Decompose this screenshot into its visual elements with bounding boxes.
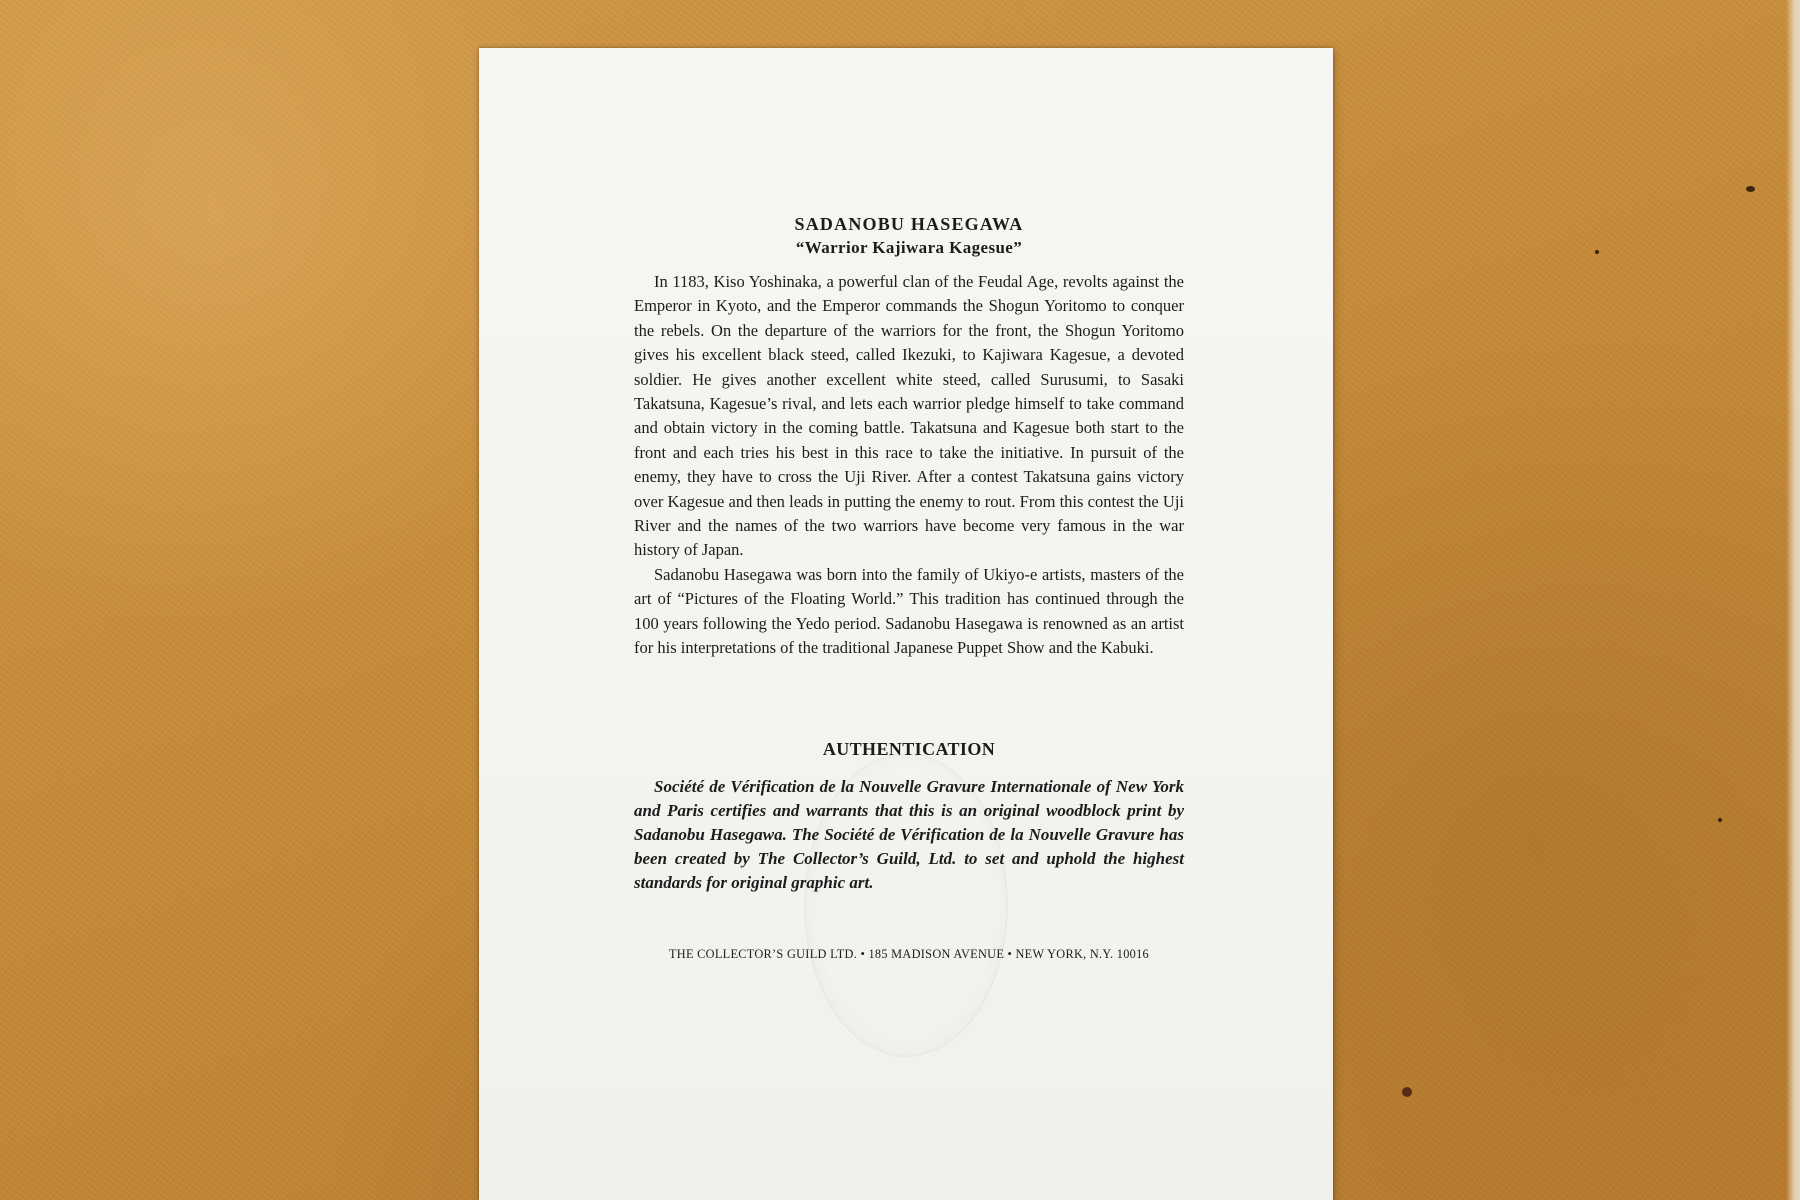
- certificate-content: [634, 212, 1184, 962]
- authentication-heading: AUTHENTICATION: [822, 738, 996, 759]
- cardboard-speck: [1718, 818, 1722, 822]
- cardboard-speck: [1402, 1087, 1412, 1097]
- certificate-sheet: [479, 48, 1333, 1200]
- cardboard-speck: [1595, 250, 1599, 254]
- artist-bio-paragraph: Sadanobu Hasegawa was born into the family of Ukiyo-e artists, masters of the art of “Pictures of the Floating World.” This tradition has continued through the 100 years following the Yedo period. Sadanobu Hasegawa is renowned as an artist for his interpretations of the traditional Japanese Puppet Show and the Kabuki.: [634, 564, 1184, 658]
- work-title: “Warrior Kajiwara Kagesue”: [795, 238, 1023, 257]
- authentication-paragraph: Société de Vérification de la Nouvelle Gravure Internationale of New York and Paris certifies and warrants that this is an original woodblock print by Sadanobu Hasegawa. The Société de Vérification de la Nouvelle Gravure has been created by The Collector’s Guild, Ltd. to set and uphold the highest standards for original graphic art.: [634, 776, 1184, 892]
- history-paragraph: In 1183, Kiso Yoshinaka, a powerful clan of the Feudal Age, revolts against the Emperor in Kyoto, and the Emperor commands the Shogun Yoritomo to conquer the rebels. On the departure of the warriors for the front, the Shogun Yoritomo gives his excellent black steed, called Ikezuki, to Kajiwara Kagesue, a devoted soldier. He gives another excellent white steed, called Surusumi, to Sasaki Takatsuna, Kagesue’s rival, and lets each warrior pledge himself to take command and obtain victory in the coming battle. Takatsuna and Kagesue both start to the front and each tries his best in this race to take the initiative. In pursuit of the enemy, they have to cross the Uji River. After a contest Takatsuna gains victory over Kagesue and then leads in putting the enemy to rout. From this contest the Uji River and the names of the two warriors have become very famous in the war history of Japan.: [634, 272, 1184, 560]
- cardboard-speck: [1746, 186, 1755, 192]
- board-edge: [1786, 0, 1800, 1200]
- artist-name: SADANOBU HASEGAWA: [794, 214, 1024, 234]
- publisher-footer: THE COLLECTOR’S GUILD LTD. • 185 MADISON AVENUE • NEW YORK, N.Y. 10016: [668, 946, 1150, 961]
